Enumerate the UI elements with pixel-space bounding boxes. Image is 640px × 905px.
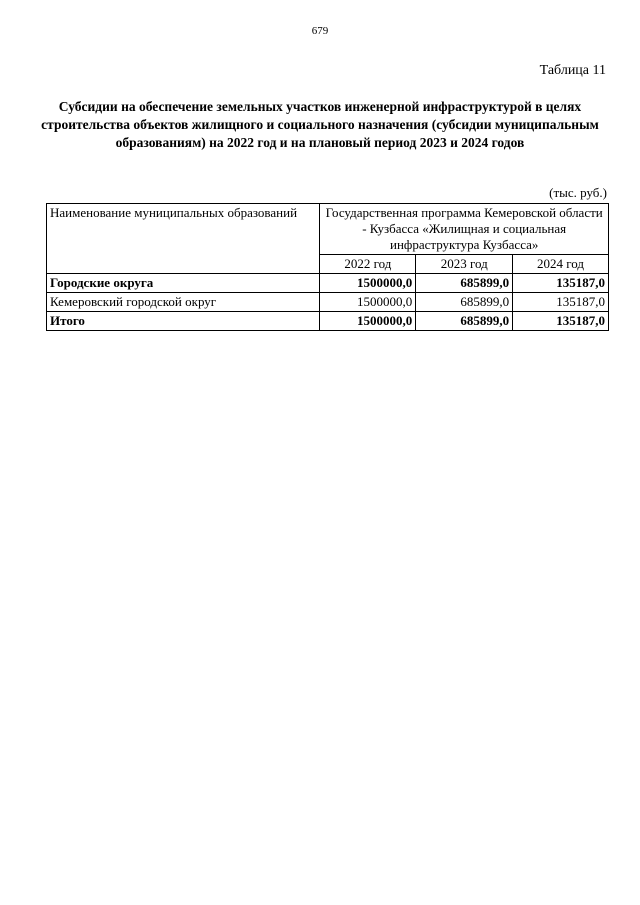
col-name-header: Наименование муниципальных образований: [47, 204, 320, 274]
document-title: Субсидии на обеспечение земельных участков инженерной инфраструктурой в целях строительства объектов жилищного и социального назначения (субсидии муниципальным образованиям) на 2022 год и на плановый период 2023 и 2024 годов: [41, 99, 599, 150]
row-value-2024: 135187,0: [513, 293, 609, 312]
row-value-2023: 685899,0: [416, 274, 513, 293]
table-total-row: [47, 312, 609, 331]
row-value-2022: 1500000,0: [320, 293, 416, 312]
row-name: Городские округа: [47, 274, 320, 293]
row-value-2024: 135187,0: [513, 274, 609, 293]
program-header: Государственная программа Кемеровской области - Кузбасса «Жилищная и социальная инфраструктура Кузбасса»: [320, 204, 609, 255]
table-row: [47, 274, 609, 293]
year-header-2023: 2023 год: [416, 255, 513, 274]
row-name: Итого: [47, 312, 320, 331]
row-name: Кемеровский городской округ: [47, 293, 320, 312]
subsidy-table: [46, 203, 609, 331]
row-value-2023: 685899,0: [416, 312, 513, 331]
table-row: [47, 293, 609, 312]
row-value-2022: 1500000,0: [320, 274, 416, 293]
row-value-2024: 135187,0: [513, 312, 609, 331]
page-number: 679: [311, 25, 329, 37]
units-label: (тыс. руб.): [549, 185, 607, 200]
row-value-2022: 1500000,0: [320, 312, 416, 331]
table-caption: Таблица 11: [539, 63, 606, 78]
row-value-2023: 685899,0: [416, 293, 513, 312]
year-header-2022: 2022 год: [320, 255, 416, 274]
year-header-2024: 2024 год: [513, 255, 609, 274]
table-header-row: [47, 204, 609, 255]
